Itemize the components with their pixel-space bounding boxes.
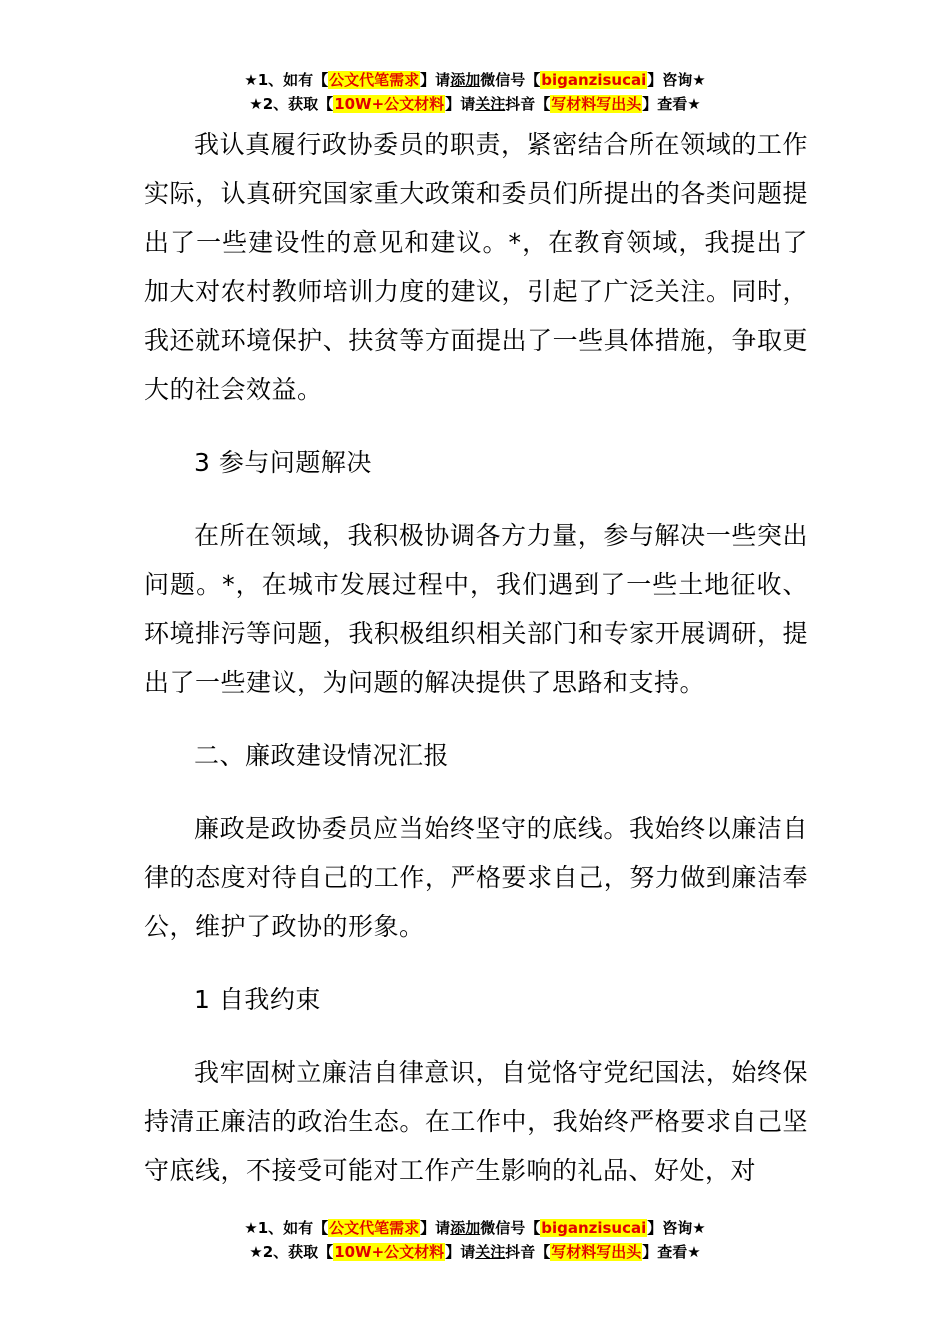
banner-text: 微信号【 (480, 1219, 541, 1237)
banner-highlight: biganzisucai (541, 71, 647, 89)
banner-highlight: 10W+公文材料 (334, 95, 445, 113)
banner-highlight: 公文代笔需求 (329, 71, 420, 89)
banner-line-1 (0, 1216, 950, 1240)
banner-underline: 添加 (450, 1219, 481, 1237)
banner-text: 】请 (445, 95, 476, 113)
banner-line-1 (0, 68, 950, 92)
banner-text: 】请 (420, 71, 451, 89)
banner-highlight: biganzisucai (541, 1219, 647, 1237)
banner-text: 微信号【 (480, 71, 541, 89)
banner-text: 抖音【 (505, 1243, 551, 1261)
banner-highlight: 写材料写出头 (551, 95, 642, 113)
banner-text: ★2、获取【 (249, 1243, 334, 1261)
banner-text: 抖音【 (505, 95, 551, 113)
section-heading: 二、廉政建设情况汇报 (194, 741, 450, 770)
header-banner (0, 68, 950, 116)
banner-text: 】查看★ (642, 1243, 701, 1261)
banner-highlight: 10W+公文材料 (334, 1243, 445, 1261)
banner-underline: 关注 (475, 95, 506, 113)
banner-text: ★2、获取【 (249, 95, 334, 113)
paragraph: 在所在领域，我积极协调各方力量，参与解决一些突出问题。*，在城市发展过程中，我们遇到了一些土地征收、环境排污等问题，我积极组织相关部门和专家开展调研，提出了一些建议，为问题的解决提供了思路和支持。 (144, 521, 808, 697)
banner-highlight: 写材料写出头 (551, 1243, 642, 1261)
banner-text: 】咨询★ (647, 71, 706, 89)
paragraph: 廉政是政协委员应当始终坚守的底线。我始终以廉洁自律的态度对待自己的工作，严格要求自己，努力做到廉洁奉公，维护了政协的形象。 (144, 814, 808, 941)
banner-highlight: 公文代笔需求 (329, 1219, 420, 1237)
banner-underline: 添加 (450, 71, 481, 89)
banner-text: ★1、如有【 (244, 1219, 329, 1237)
section-heading: 1 自我约束 (194, 985, 321, 1014)
banner-text: 】查看★ (642, 95, 701, 113)
banner-text: 】咨询★ (647, 1219, 706, 1237)
section-heading: 3 参与问题解决 (194, 448, 372, 477)
document-body (144, 120, 808, 1195)
banner-underline: 关注 (475, 1243, 506, 1261)
banner-text: ★1、如有【 (244, 71, 329, 89)
paragraph: 我认真履行政协委员的职责，紧密结合所在领域的工作实际，认真研究国家重大政策和委员们所提出的各类问题提出了一些建设性的意见和建议。*，在教育领域，我提出了加大对农村教师培训力度的建议，引起了广泛关注。同时，我还就环境保护、扶贫等方面提出了一些具体措施，争取更大的社会效益。 (144, 130, 808, 404)
banner-text: 】请 (420, 1219, 451, 1237)
footer-banner (0, 1216, 950, 1264)
paragraph: 我牢固树立廉洁自律意识，自觉恪守党纪国法，始终保持清正廉洁的政治生态。在工作中，我始终严格要求自己坚守底线，不接受可能对工作产生影响的礼品、好处，对 (144, 1058, 808, 1185)
banner-line-2 (0, 92, 950, 116)
banner-text: 】请 (445, 1243, 476, 1261)
banner-line-2 (0, 1240, 950, 1264)
